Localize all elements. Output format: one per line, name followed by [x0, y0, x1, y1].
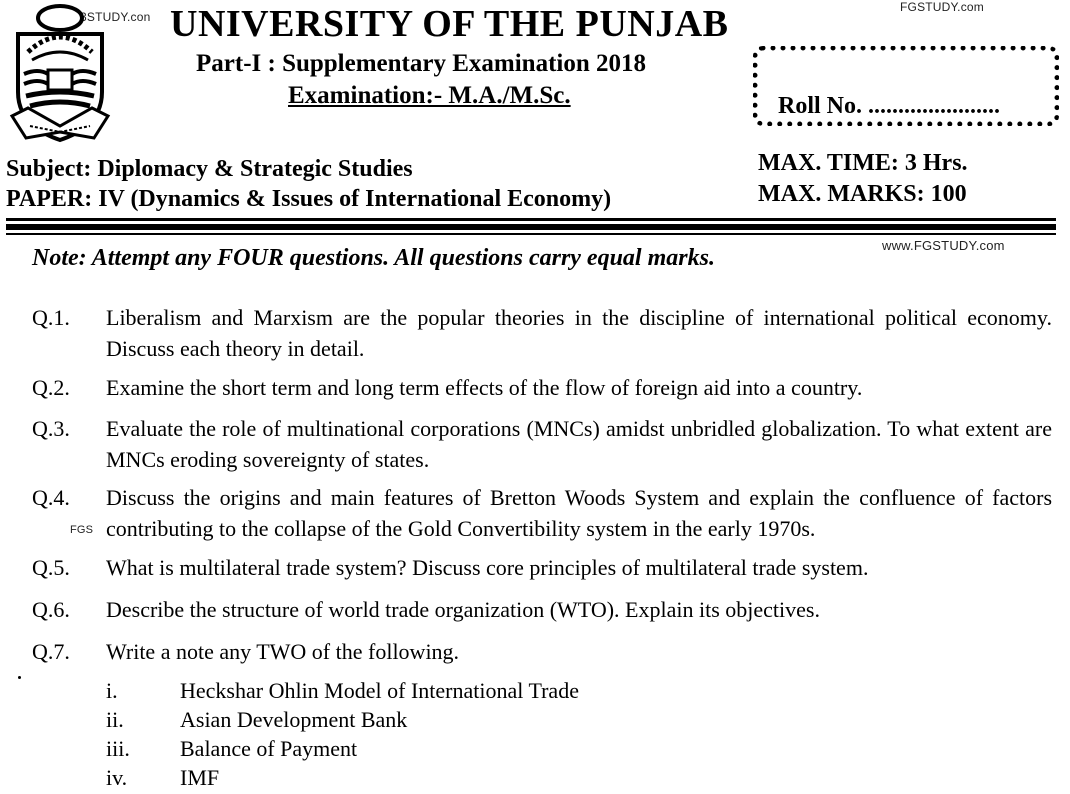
question-number: Q.4.	[32, 485, 70, 510]
stray-mark	[18, 676, 21, 679]
question-2	[32, 372, 1052, 403]
roll-number-field[interactable]: Roll No. ......................	[778, 93, 1000, 119]
question-text: Discuss the origins and main features of Bretton Woods System and explain the confluence of factors contributing to the collapse of the Gold Convertibility system in the early 1970s.	[106, 485, 1052, 541]
header-divider	[6, 218, 1056, 238]
question-number: Q.3.	[32, 416, 70, 441]
option-numeral: i.	[106, 678, 118, 703]
question-number: Q.7.	[32, 639, 70, 664]
question-number: Q.5.	[32, 555, 70, 580]
examination-name: Examination:- M.A./M.Sc.	[288, 82, 571, 109]
question-text: Describe the structure of world trade organization (WTO). Explain its objectives.	[106, 597, 820, 622]
paper-line: PAPER: IV (Dynamics & Issues of International Economy)	[6, 186, 612, 212]
question-text: What is multilateral trade system? Discuss core principles of multilateral trade system.	[106, 555, 869, 580]
question-number: Q.2.	[32, 375, 70, 400]
option-text: Balance of Payment	[180, 736, 358, 761]
question-1	[32, 302, 1052, 364]
watermark-mid-right: www.FGSTUDY.com	[882, 238, 1005, 253]
question-4	[32, 482, 1052, 544]
watermark-top-right: FGSTUDY.com	[900, 0, 984, 14]
question-text: Write a note any TWO of the following.	[106, 639, 460, 664]
q7-option-3	[106, 734, 357, 763]
option-text: Asian Development Bank	[180, 707, 408, 732]
subject-line: Subject: Diplomacy & Strategic Studies	[6, 156, 413, 182]
option-text: IMF	[180, 765, 220, 790]
question-7	[32, 636, 1052, 667]
university-title: UNIVERSITY OF THE PUNJAB	[170, 3, 729, 45]
question-text: Liberalism and Marxism are the popular theories in the discipline of international political economy. Discuss each theory in detail.	[106, 305, 1052, 361]
university-crest-icon	[8, 4, 112, 146]
watermark-q4-left: FGS	[70, 524, 94, 536]
watermark-top-left: 3STUDY.con	[80, 10, 151, 24]
question-number: Q.6.	[32, 597, 70, 622]
q7-option-1	[106, 676, 579, 705]
question-5	[32, 552, 1052, 583]
option-numeral: iii.	[106, 736, 130, 761]
exam-part: Part-I : Supplementary Examination 2018	[196, 50, 646, 77]
question-text: Examine the short term and long term effects of the flow of foreign aid into a country.	[106, 375, 863, 400]
q7-option-4	[106, 763, 219, 792]
question-3	[32, 413, 1052, 475]
question-6	[32, 594, 1052, 625]
option-text: Heckshar Ohlin Model of International Trade	[180, 678, 579, 703]
option-numeral: iv.	[106, 765, 128, 790]
max-time: MAX. TIME: 3 Hrs.	[758, 150, 968, 176]
max-marks: MAX. MARKS: 100	[758, 181, 967, 207]
q7-option-2	[106, 705, 407, 734]
question-text: Evaluate the role of multinational corporations (MNCs) amidst unbridled globalization. To what extent are MNCs eroding sovereignty of states.	[106, 416, 1052, 472]
question-number: Q.1.	[32, 305, 70, 330]
instructions-note: Note: Attempt any FOUR questions. All questions carry equal marks.	[32, 245, 715, 271]
option-numeral: ii.	[106, 707, 124, 732]
